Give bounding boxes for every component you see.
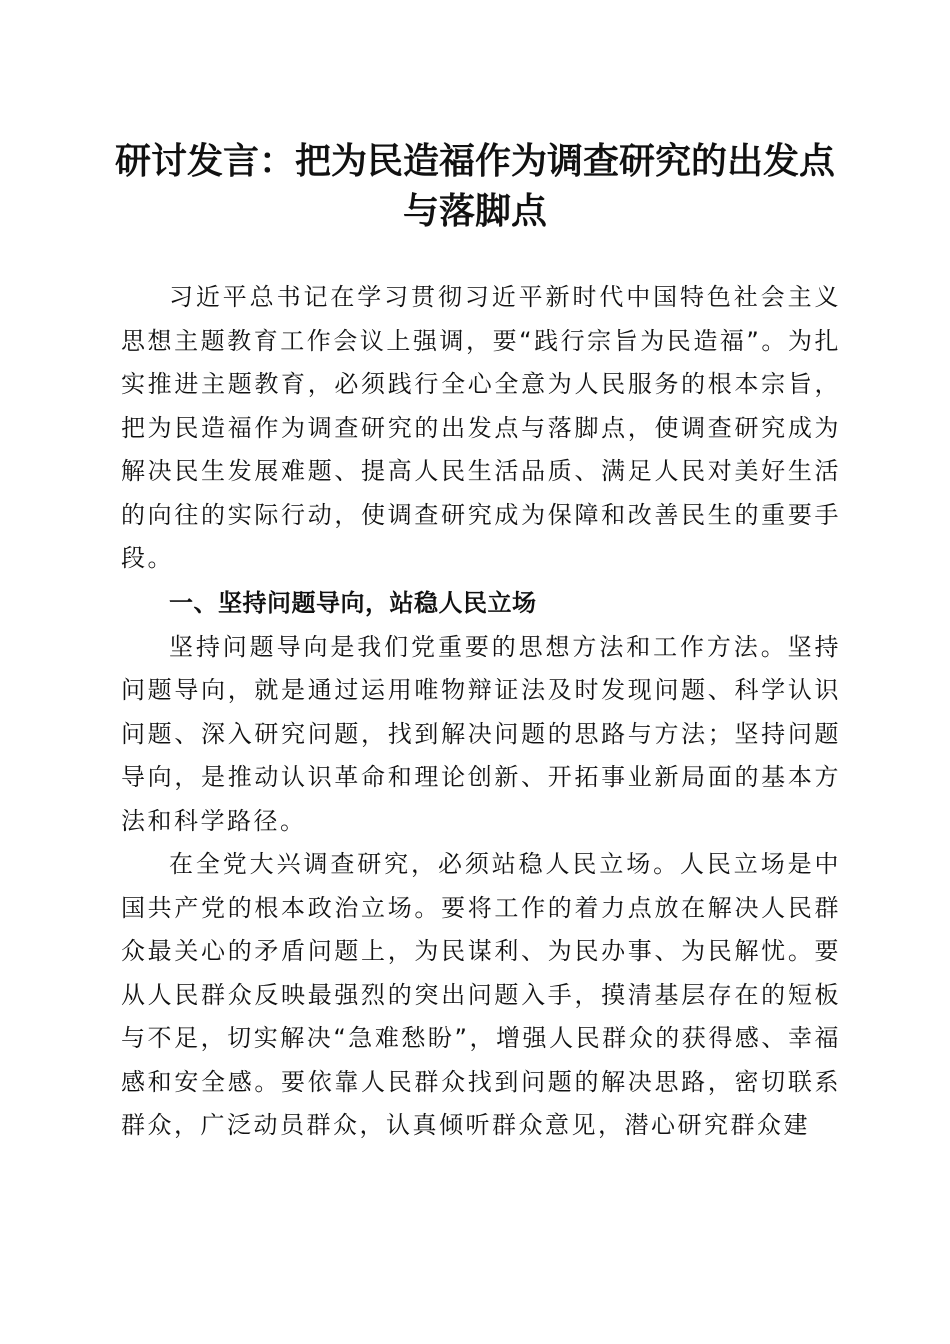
- intro-paragraph: 习近平总书记在学习贯彻习近平新时代中国特色社会主义思想主题教育工作会议上强调，要“践行宗旨为民造福”。为扎实推进主题教育，必须践行全心全意为人民服务的根本宗旨，把为民造福作为调查研究的出发点与落脚点，使调查研究成为解决民生发展难题、提高人民生活品质、满足人民对美好生活的向往的实际行动，使调查研究成为保障和改善民生的重要手段。: [121, 283, 841, 572]
- title-line-2: 与落脚点: [402, 190, 547, 232]
- document-title: [100, 136, 850, 236]
- section1-paragraph-2: 在全党大兴调查研究，必须站稳人民立场。人民立场是中国共产党的根本政治立场。要将工作的着力点放在解决人民群众最关心的矛盾问题上，为民谋利、为民办事、为民解忧。要从人民群众反映最强烈的突出问题入手，摸清基层存在的短板与不足，切实解决“急难愁盼”，增强人民群众的获得感、幸福感和安全感。要依靠人民群众找到问题的解决思路，密切联系群众，广泛动员群众，认真倾听群众意见，潜心研究群众建: [121, 850, 841, 1139]
- section-heading-1: 一、坚持问题导向，站稳人民立场: [169, 588, 537, 617]
- section1-paragraph-1: 坚持问题导向是我们党重要的思想方法和工作方法。坚持问题导向，就是通过运用唯物辩证法及时发现问题、科学认识问题、深入研究问题，找到解决问题的思路与方法；坚持问题导向，是推动认识革命和理论创新、开拓事业新局面的基本方法和科学路径。: [121, 632, 841, 835]
- title-line-1: 研讨发言：把为民造福作为调查研究的出发点: [114, 140, 835, 182]
- document-body: [121, 276, 841, 1148]
